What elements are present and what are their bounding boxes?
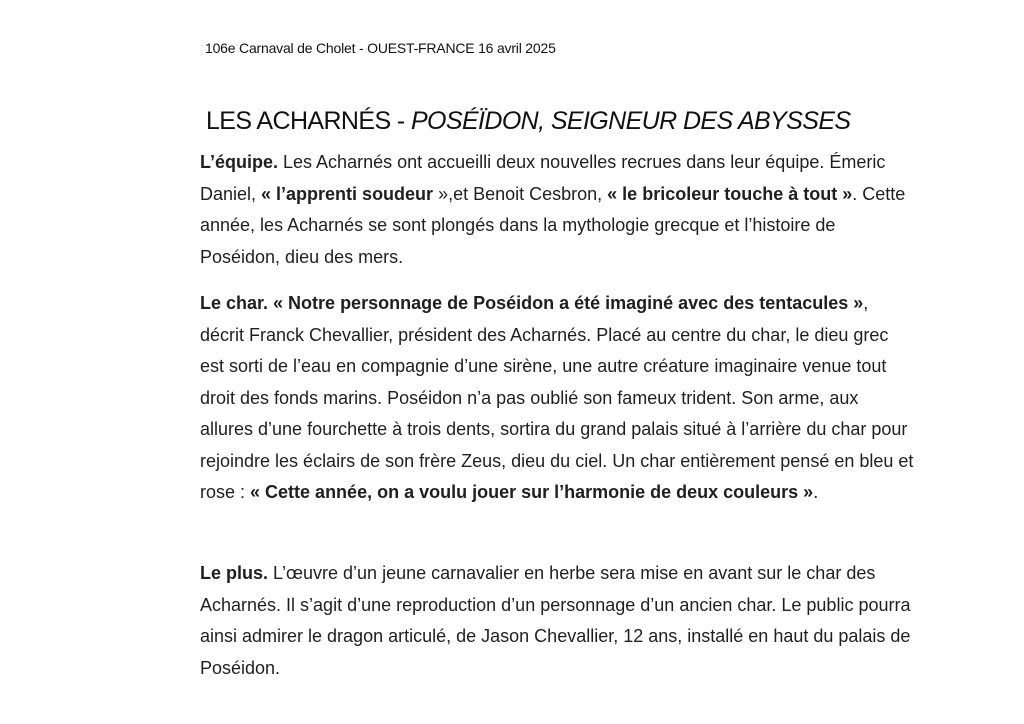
char-text-1: , décrit Franck Chevallier, président des Acharnés. Placé au centre du char, le dieu grec est sorti de l’eau en compagnie d’une sirène, une autre créature imaginaire venue tout droit des fonds marins. Poséidon n’a pas oublié son fameux trident. Son arme, aux allures d’une fourchette à trois dents, sortira du grand palais situé à l’arrière du char pour rejoindre les éclairs de son frère Zeus, dieu du ciel. Un char entièrement pensé en bleu et rose :: [200, 293, 914, 502]
paragraph-plus: [200, 558, 916, 684]
char-quote-2: « Cette année, on a voulu jouer sur l’harmonie de deux couleurs »: [250, 482, 814, 502]
char-text-2: .: [813, 482, 819, 502]
equipe-text-1: Les Acharnés ont accueilli deux nouvelles recrues dans leur équipe. Émeric Daniel,: [200, 152, 886, 204]
paragraph-equipe: [200, 147, 916, 273]
source-line: 106e Carnaval de Cholet - OUEST-FRANCE 16 avril 2025: [205, 40, 556, 56]
label-plus: Le plus.: [200, 563, 269, 583]
equipe-text-3: . Cette année, les Acharnés se sont plongés dans la mythologie grecque et l’histoire de Poséidon, dieu des mers.: [200, 183, 906, 267]
label-equipe: L’équipe.: [200, 152, 279, 172]
label-char: Le char.: [200, 293, 269, 313]
headline-main: LES ACHARNÉS -: [206, 107, 411, 135]
equipe-quote-2: « le bricoleur touche à tout »: [607, 183, 853, 204]
headline-subtitle: POSÉÏDON, SEIGNEUR DES ABYSSES: [410, 107, 851, 135]
equipe-text-2: »,et Benoit Cesbron,: [433, 183, 608, 204]
char-quote-1: « Notre personnage de Poséidon a été imaginé avec des tentacules »: [268, 293, 864, 313]
article-headline: [206, 104, 851, 138]
equipe-quote-1: « l’apprenti soudeur: [261, 183, 434, 204]
plus-text-1: L’œuvre d’un jeune carnavalier en herbe sera mise en avant sur le char des Acharnés. Il s’agit d’une reproduction d’un personnage d’un ancien char. Le public pourra ainsi admirer le dragon articulé, de Jason Chevallier, 12 ans, installé en haut du palais de Poséidon.: [200, 563, 911, 678]
paragraph-char: [200, 288, 916, 509]
